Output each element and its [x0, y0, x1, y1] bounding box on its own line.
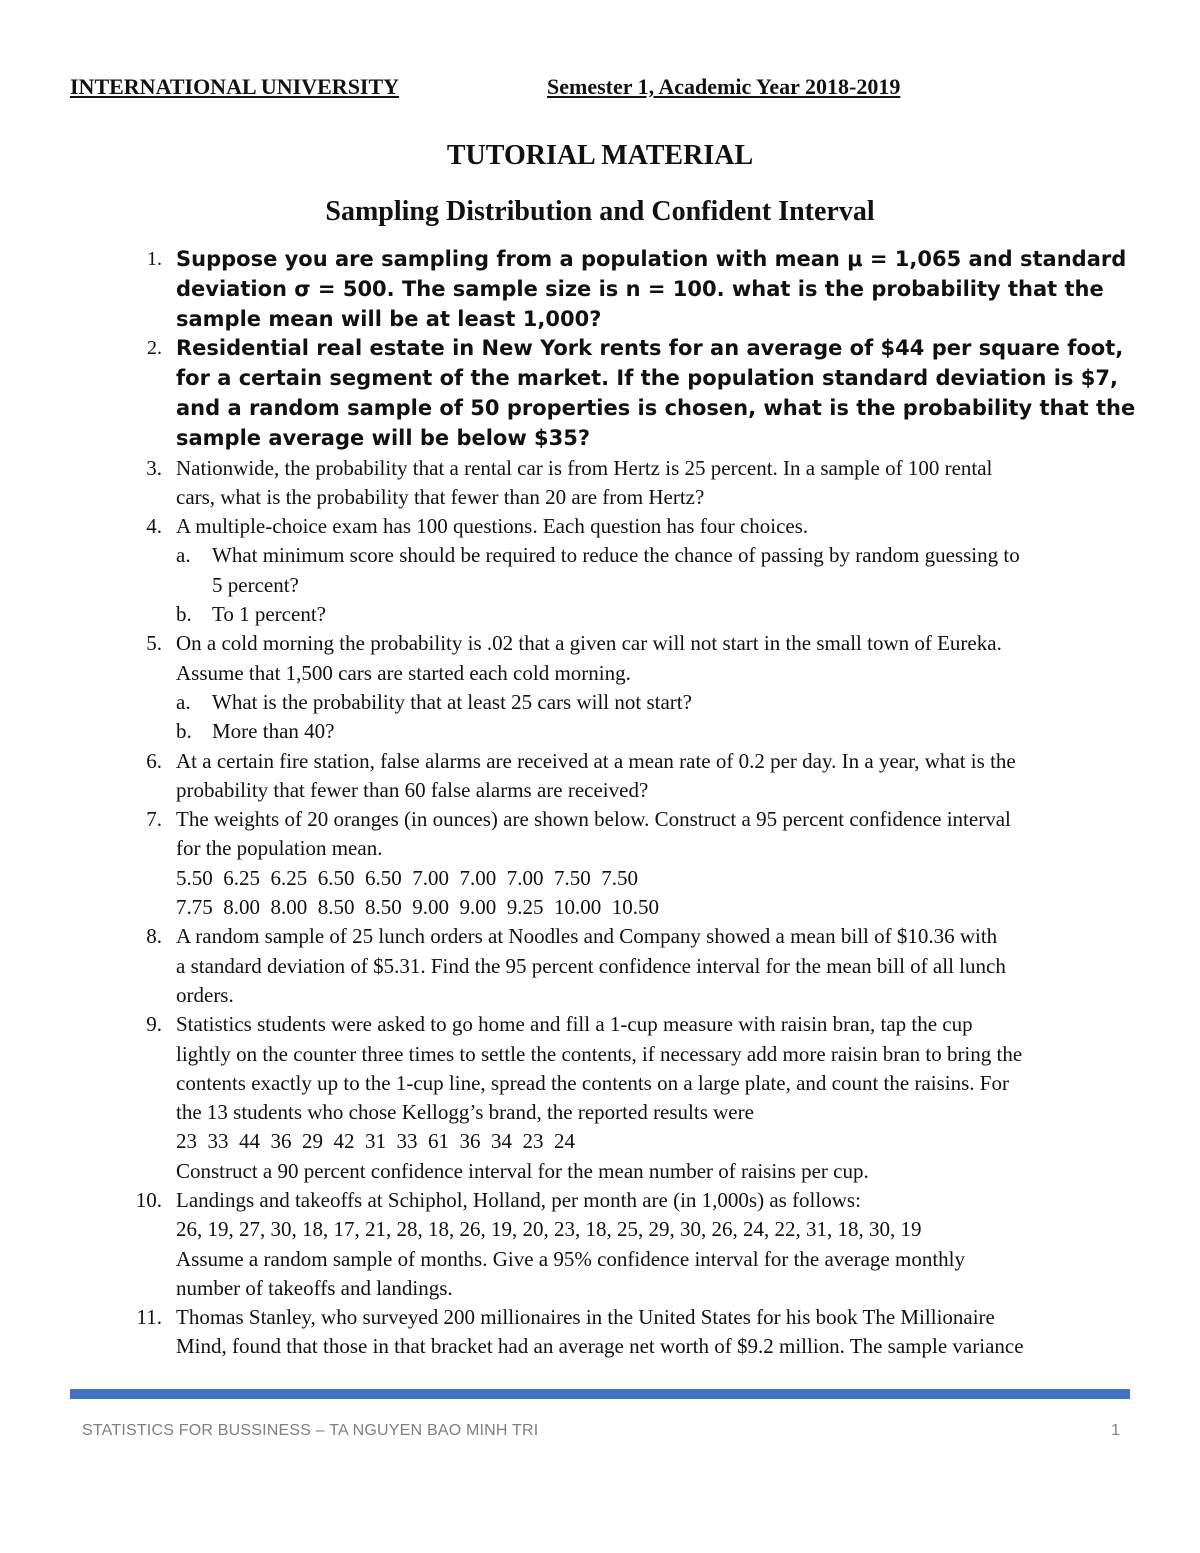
data-values-line: 5.50 6.25 6.25 6.50 6.50 7.00 7.00 7.00 7.50 7.50: [176, 865, 638, 890]
question-4: [0, 512, 1200, 629]
question-line: sample mean will be at least 1,000?: [176, 306, 602, 331]
footer-rule: [70, 1389, 1130, 1399]
question-5: [0, 629, 1200, 746]
question-line: deviation σ = 500. The sample size is n = 100. what is the probability that the: [176, 276, 1104, 301]
question-line: sample average will be below $35?: [176, 425, 591, 450]
question-number: 1.: [147, 248, 162, 270]
question-9: [0, 1010, 1200, 1186]
university-name: INTERNATIONAL UNIVERSITY: [70, 74, 400, 99]
sub-question-b: [176, 600, 1150, 629]
question-8: [0, 922, 1200, 1010]
question-line: Construct a 90 percent confidence interval for the mean number of raisins per cup.: [176, 1158, 869, 1183]
footer-course: STATISTICS FOR BUSSINESS – TA NGUYEN BAO MINH TRI: [82, 1422, 539, 1439]
question-list: [0, 245, 1200, 1362]
sub-question-line: 5 percent?: [212, 572, 299, 597]
question-line: Statistics students were asked to go home and fill a 1-cup measure with raisin bran, tap the cup: [176, 1012, 973, 1037]
question-line: Thomas Stanley, who surveyed 200 millionaires in the United States for his book The Millionaire: [176, 1305, 995, 1330]
question-line: number of takeoffs and landings.: [176, 1275, 453, 1300]
semester-label: Semester 1, Academic Year 2018-2019: [547, 74, 901, 99]
question-6: [0, 747, 1200, 806]
data-values-line: 7.75 8.00 8.00 8.50 8.50 9.00 9.00 9.25 10.00 10.50: [176, 895, 659, 920]
question-3: [0, 454, 1200, 513]
sub-question-letter: b.: [176, 602, 192, 627]
question-line: A multiple-choice exam has 100 questions. Each question has four choices.: [176, 514, 809, 539]
sub-question-letter: a.: [176, 543, 191, 568]
question-line: On a cold morning the probability is .02 that a given car will not start in the small town of Eureka.: [176, 631, 1002, 656]
sub-question-line: What is the probability that at least 25 cars will not start?: [212, 689, 692, 714]
question-line: Residential real estate in New York rents for an average of $44 per square foot,: [176, 336, 1124, 361]
question-number: 6.: [146, 748, 162, 773]
page-number: 1: [1111, 1422, 1120, 1439]
question-1: [0, 245, 1200, 334]
question-number: 11.: [136, 1305, 162, 1330]
question-line: Nationwide, the probability that a rental car is from Hertz is 25 percent. In a sample of 100 rental: [176, 455, 993, 480]
question-11: [0, 1303, 1200, 1362]
question-line: A random sample of 25 lunch orders at Noodles and Company showed a mean bill of $10.36 with: [176, 924, 998, 949]
question-number: 4.: [146, 514, 162, 539]
sub-question-line: More than 40?: [212, 719, 335, 744]
document-title: TUTORIAL MATERIAL: [446, 140, 754, 171]
question-line: Landings and takeoffs at Schiphol, Holland, per month are (in 1,000s) as follows:: [176, 1188, 861, 1212]
question-10: [0, 1186, 1200, 1303]
sub-question-letter: b.: [176, 719, 192, 744]
question-line: Assume that 1,500 cars are started each cold morning.: [176, 660, 631, 685]
question-line: lightly on the counter three times to settle the contents, if necessary add more raisin bran to bring the: [176, 1041, 1023, 1066]
question-line: Suppose you are sampling from a population with mean μ = 1,065 and standard: [176, 247, 1127, 271]
data-values-line: 23 33 44 36 29 42 31 33 61 36 34 23 24: [176, 1129, 575, 1154]
question-7: [0, 805, 1200, 922]
document-subtitle: Sampling Distribution and Confident Interval: [325, 196, 875, 227]
question-line: The weights of 20 oranges (in ounces) are shown below. Construct a 95 percent confidence interval: [176, 807, 1011, 832]
question-2: [0, 334, 1200, 453]
question-line: contents exactly up to the 1-cup line, spread the contents on a large plate, and count the raisins. For: [176, 1070, 1009, 1095]
question-line: cars, what is the probability that fewer than 20 are from Hertz?: [176, 484, 705, 509]
sub-question-b: [176, 717, 1150, 746]
question-number: 9.: [146, 1012, 162, 1037]
question-number: 5.: [146, 631, 162, 656]
sub-question-letter: a.: [176, 689, 191, 714]
question-line: At a certain fire station, false alarms are received at a mean rate of 0.2 per day. In a year, what is the: [176, 748, 1016, 773]
data-values-line: 26, 19, 27, 30, 18, 17, 21, 28, 18, 26, 19, 20, 23, 18, 25, 29, 30, 26, 24, 22, 31, 18, 30, 19: [176, 1217, 922, 1242]
question-number: 10.: [135, 1188, 162, 1212]
question-line: orders.: [176, 982, 234, 1007]
question-line: for the population mean.: [176, 836, 383, 861]
question-line: Mind, found that those in that bracket had an average net worth of $9.2 million. The sample variance: [176, 1334, 1024, 1359]
question-number: 2.: [147, 337, 162, 360]
question-number: 8.: [146, 924, 162, 949]
question-number: 7.: [146, 807, 162, 832]
sub-question-a: [176, 688, 1150, 717]
sub-question-line: To 1 percent?: [212, 602, 326, 627]
question-line: and a random sample of 50 properties is chosen, what is the probability that the: [176, 395, 1136, 420]
question-number: 3.: [146, 455, 162, 480]
sub-question-line: What minimum score should be required to reduce the chance of passing by random guessing to: [212, 543, 1020, 568]
sub-question-a: [176, 541, 1150, 600]
question-line: the 13 students who chose Kellogg’s brand, the reported results were: [176, 1100, 754, 1125]
question-line: a standard deviation of $5.31. Find the 95 percent confidence interval for the mean bill of all lunch: [176, 953, 1006, 978]
question-line: for a certain segment of the market. If the population standard deviation is $7,: [176, 366, 1118, 391]
question-line: Assume a random sample of months. Give a 95% confidence interval for the average monthly: [176, 1246, 966, 1271]
question-line: probability that fewer than 60 false alarms are received?: [176, 777, 649, 802]
